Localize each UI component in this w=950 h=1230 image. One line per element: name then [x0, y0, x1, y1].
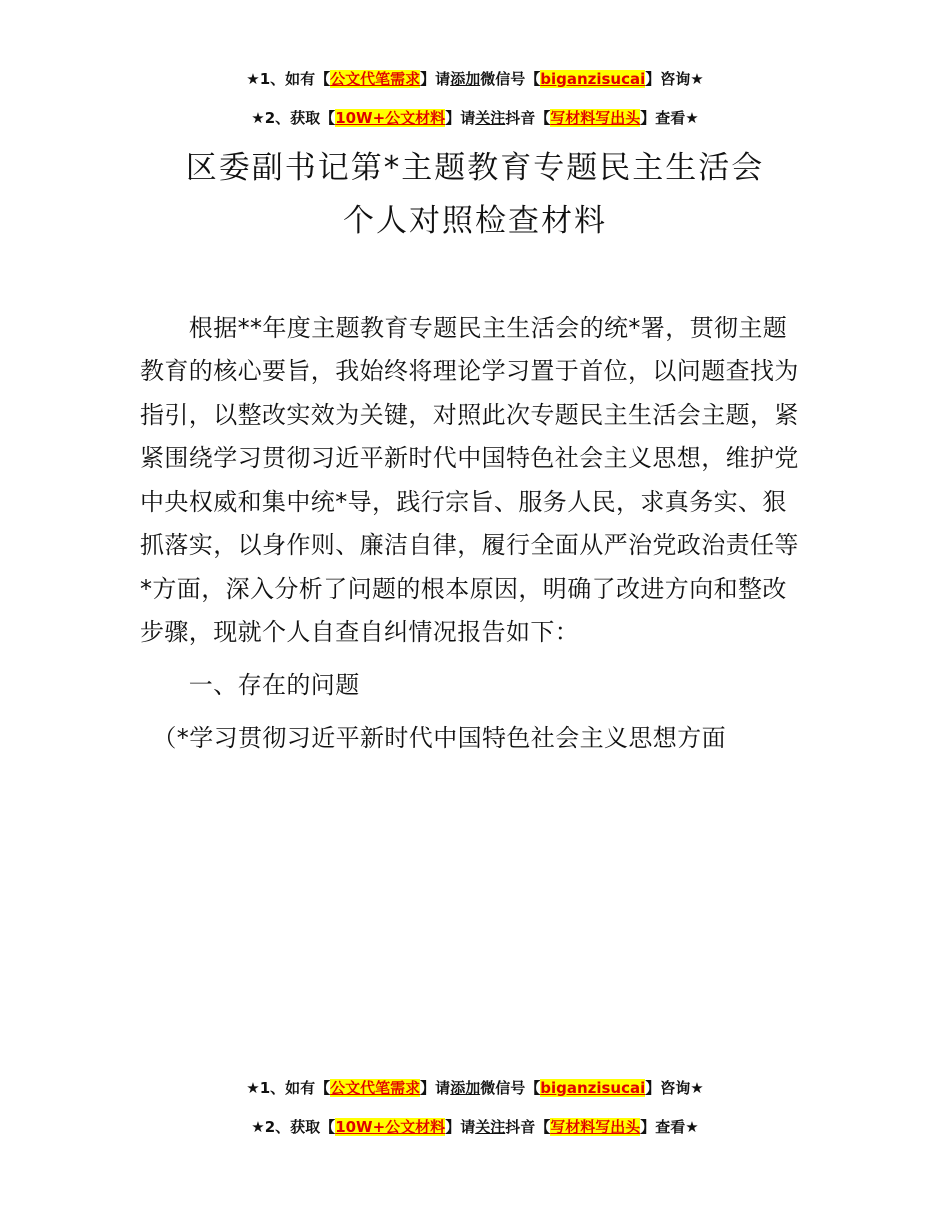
banner-highlight-douyin: 写材料写出头	[550, 1118, 641, 1136]
document-title-line-1: 区委副书记第*主题教育专题民主生活会	[185, 150, 765, 186]
banner-highlight-service: 公文代笔需求	[330, 70, 421, 88]
paragraph-line: 中央权威和集中统*导，践行宗旨、服务人民，求真务实、狠	[140, 488, 787, 516]
paragraph-line: 步骤，现就个人自查自纠情况报告如下：	[140, 618, 580, 646]
banner-text: 】查看★	[640, 109, 699, 127]
banner-emphasis: 关注	[475, 109, 506, 127]
paragraph-line: 抓落实，以身作则、廉洁自律，履行全面从严治党政治责任等	[140, 531, 799, 559]
paragraph-line: *方面，深入分析了问题的根本原因，明确了改进方向和整改	[140, 575, 787, 603]
banner-highlight-materials: 10W+公文材料	[335, 109, 446, 127]
paragraph-line: 根据**年度主题教育专题民主生活会的统*署，贯彻主题	[140, 314, 788, 342]
banner-text: 】请	[445, 1118, 476, 1136]
banner-text: ★2、获取【	[251, 109, 336, 127]
banner-text: 】咨询★	[645, 1079, 704, 1097]
paragraph-line: 指引，以整改实效为关键，对照此次专题民主生活会主题，紧	[140, 401, 799, 429]
banner-emphasis: 添加	[450, 1079, 481, 1097]
banner-text: 】咨询★	[645, 70, 704, 88]
banner-text: 微信号【	[480, 1079, 541, 1097]
banner-highlight-service: 公文代笔需求	[330, 1079, 421, 1097]
banner-text: 】请	[420, 1079, 451, 1097]
banner-text: 】请	[420, 70, 451, 88]
bottom-banner-line-1	[0, 1077, 950, 1099]
banner-highlight-douyin: 写材料写出头	[550, 109, 641, 127]
banner-text: ★1、如有【	[246, 70, 331, 88]
subsection-heading: （*学习贯彻习近平新时代中国特色社会主义思想方面	[140, 724, 726, 752]
paragraph-line: 紧围绕学习贯彻习近平新时代中国特色社会主义思想，维护党	[140, 444, 799, 472]
top-banner-line-1	[0, 68, 950, 90]
banner-text: 】查看★	[640, 1118, 699, 1136]
banner-highlight-wechat-id: biganzisucai	[540, 70, 646, 88]
banner-text: ★1、如有【	[246, 1079, 331, 1097]
banner-emphasis: 关注	[475, 1118, 506, 1136]
document-title-line-2: 个人对照检查材料	[343, 203, 607, 239]
banner-text: 抖音【	[505, 109, 551, 127]
banner-emphasis: 添加	[450, 70, 481, 88]
banner-text: 】请	[445, 109, 476, 127]
banner-text: 微信号【	[480, 70, 541, 88]
bottom-banner-line-2	[0, 1116, 950, 1138]
banner-highlight-wechat-id: biganzisucai	[540, 1079, 646, 1097]
banner-highlight-materials: 10W+公文材料	[335, 1118, 446, 1136]
banner-text: ★2、获取【	[251, 1118, 336, 1136]
paragraph-line: 教育的核心要旨，我始终将理论学习置于首位，以问题查找为	[140, 357, 799, 385]
section-heading: 一、存在的问题	[140, 671, 360, 699]
top-banner-line-2	[0, 107, 950, 129]
banner-text: 抖音【	[505, 1118, 551, 1136]
